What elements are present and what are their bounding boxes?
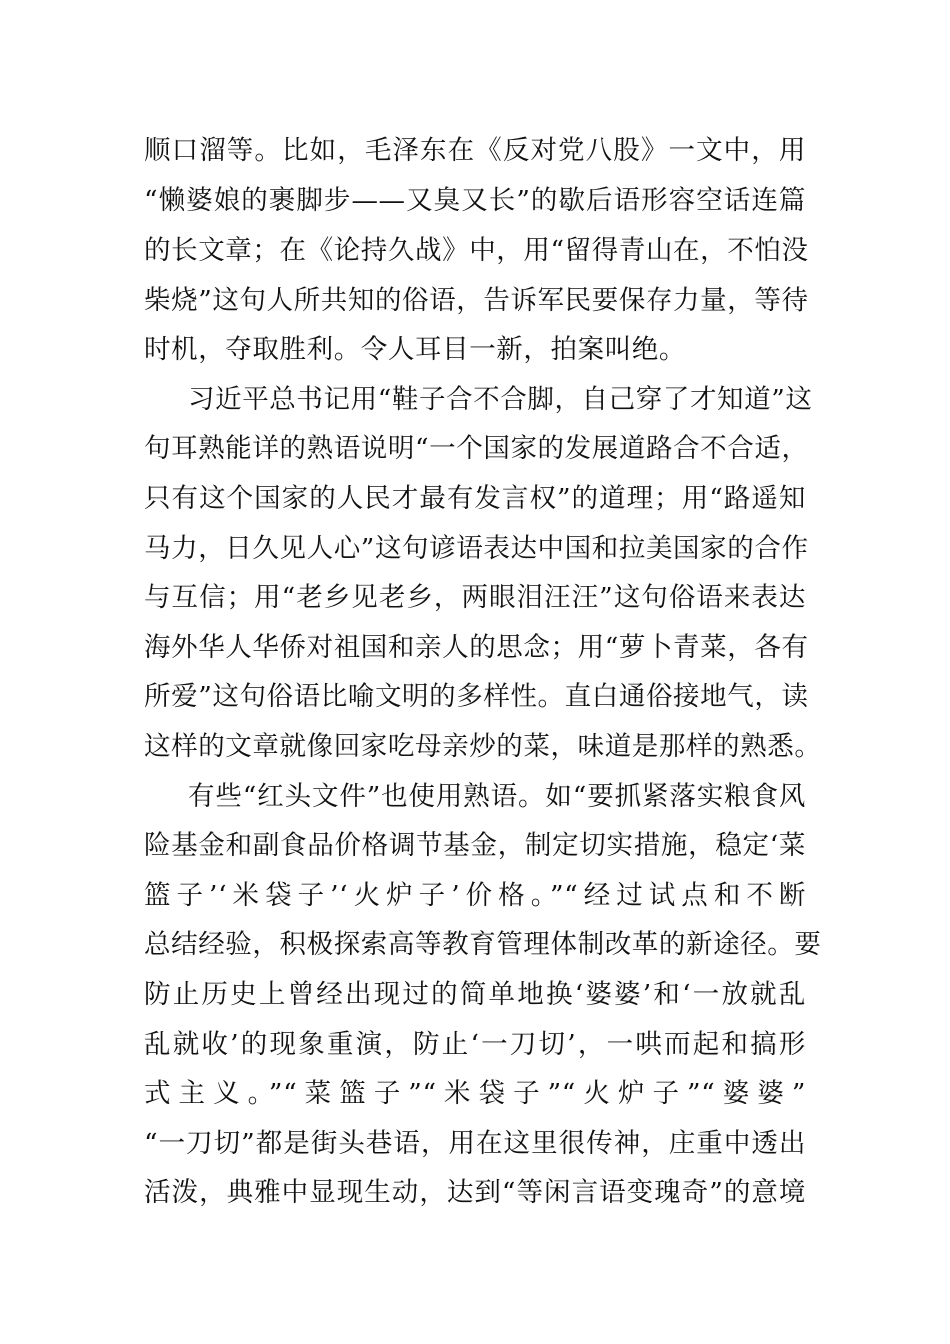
paragraph-first-line: 习近平总书记用“鞋子合不合脚，自己穿了才知道”这 bbox=[188, 384, 813, 415]
text-line: 总结经验，积极探索高等教育管理体制改革的新途径。要 bbox=[144, 929, 822, 960]
text-line: 时机，夺取胜利。令人耳目一新，拍案叫绝。 bbox=[144, 334, 686, 365]
text-line: 柴烧”这句人所共知的俗语，告诉军民要保存力量，等待 bbox=[144, 285, 809, 316]
text-line: “一刀切”都是街头巷语，用在这里很传神，庄重中透出 bbox=[144, 1128, 806, 1159]
text-line: 句耳熟能详的熟语说明“一个国家的发展道路合不合适， bbox=[144, 433, 809, 464]
paragraph-first-line: 有些“红头文件”也使用熟语。如“要抓紧落实粮食风 bbox=[188, 781, 806, 812]
text-line: 马力，日久见人心”这句谚语表达中国和拉美国家的合作 bbox=[144, 533, 809, 564]
text-line: 只有这个国家的人民才最有发言权”的道理；用“路遥知 bbox=[144, 483, 806, 514]
text-line: 乱就收’的现象重演，防止‘一刀切’，一哄而起和搞形 bbox=[144, 1029, 806, 1060]
text-line: 篮子’‘米袋子’‘火炉子’价格。”“经过试点和不断 bbox=[144, 880, 806, 911]
text-line: 所爱”这句俗语比喻文明的多样性。直白通俗接地气，读 bbox=[144, 681, 809, 712]
text-line: 险基金和副食品价格调节基金，制定切实措施，稳定‘菜 bbox=[144, 830, 806, 861]
text-line: 式主义。”“菜篮子”“米袋子”“火炉子”“婆婆” bbox=[144, 1078, 806, 1109]
text-line: 顺口溜等。比如，毛泽东在《反对党八股》一文中，用 bbox=[144, 135, 806, 166]
text-line: 海外华人华侨对祖国和亲人的思念；用“萝卜青菜，各有 bbox=[144, 632, 809, 663]
text-line: 的长文章；在《论持久战》中，用“留得青山在，不怕没 bbox=[144, 235, 809, 266]
text-line: 与互信；用“老乡见老乡，两眼泪汪汪”这句俗语来表达 bbox=[144, 582, 806, 613]
text-line: 这样的文章就像回家吃母亲炒的菜，味道是那样的熟悉。 bbox=[144, 731, 822, 762]
text-line: 活泼，典雅中显现生动，达到“等闲言语变瑰奇”的意境 bbox=[144, 1177, 806, 1208]
text-line: 防止历史上曾经出现过的简单地换‘婆婆’和‘一放就乱 bbox=[144, 979, 806, 1010]
text-line: “懒婆娘的裹脚步——又臭又长”的歇后语形容空话连篇 bbox=[144, 185, 806, 216]
